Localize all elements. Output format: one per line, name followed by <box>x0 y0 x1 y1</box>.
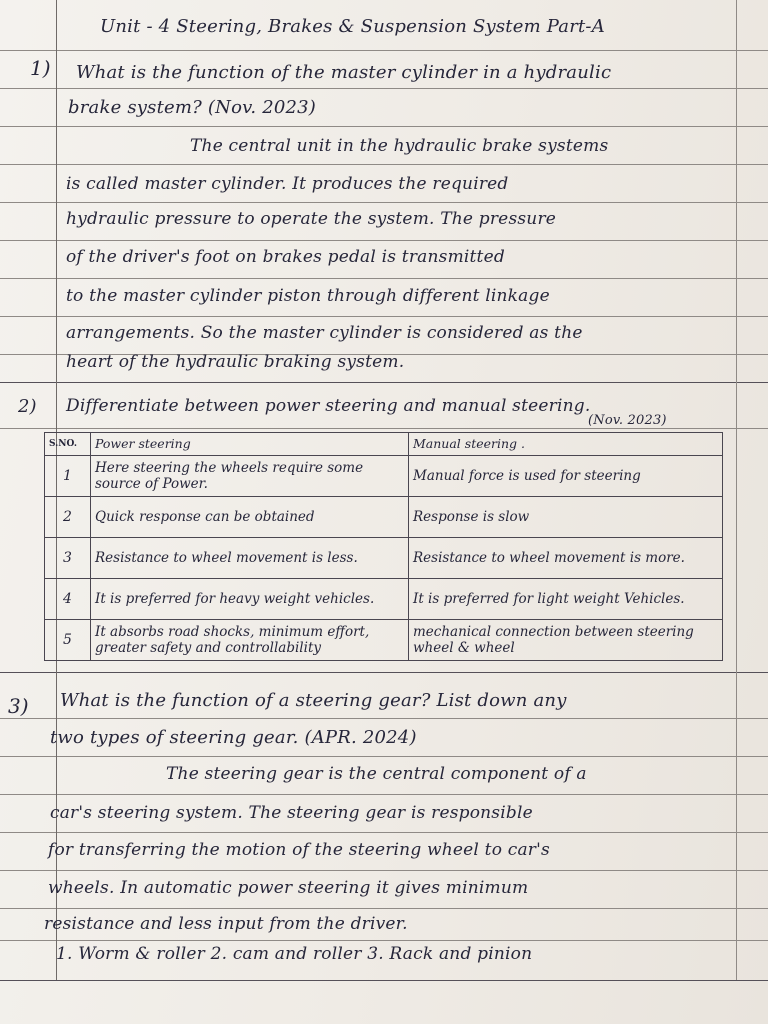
question-2-text: Differentiate between power steering and manual steering. <box>66 396 591 416</box>
ruled-line <box>0 756 768 757</box>
answer-3-line-1: The steering gear is the central component of a <box>166 764 587 784</box>
ruled-line <box>0 50 768 51</box>
comparison-table <box>44 432 723 661</box>
section-divider <box>0 382 768 383</box>
table-row <box>45 538 723 579</box>
row-number: 4 <box>45 579 91 620</box>
answer-1-line-6: arrangements. So the master cylinder is considered as the <box>66 323 583 343</box>
question-1-line-2: brake system? (Nov. 2023) <box>68 97 317 118</box>
answer-3-line-6: 1. Worm & roller 2. cam and roller 3. Rack and pinion <box>56 944 533 964</box>
right-margin-line <box>736 0 737 980</box>
table-row <box>45 497 723 538</box>
ruled-line <box>0 428 768 429</box>
power-steering-cell: It is preferred for heavy weight vehicles. <box>91 579 409 620</box>
ruled-line <box>0 202 768 203</box>
answer-3-line-2: car's steering system. The steering gear is responsible <box>50 803 533 823</box>
table-row <box>45 456 723 497</box>
ruled-line <box>0 832 768 833</box>
ruled-line <box>0 718 768 719</box>
answer-3-line-5: resistance and less input from the driver. <box>44 914 408 934</box>
ruled-line <box>0 278 768 279</box>
answer-1-line-4: of the driver's foot on brakes pedal is transmitted <box>66 247 505 267</box>
answer-1-line-2: is called master cylinder. It produces the required <box>66 174 509 194</box>
section-divider <box>0 672 768 673</box>
answer-1-line-7: heart of the hydraulic braking system. <box>66 352 405 372</box>
ruled-line <box>0 940 768 941</box>
question-number: 1) <box>30 56 51 80</box>
question-1-line-1: What is the function of the master cylinder in a hydraulic <box>76 62 612 83</box>
column-header-manual: Manual steering . <box>409 433 723 456</box>
page-title: Unit - 4 Steering, Brakes & Suspension System Part-A <box>100 16 605 37</box>
ruled-line <box>0 240 768 241</box>
column-header-power: Power steering <box>91 433 409 456</box>
ruled-line <box>0 980 768 981</box>
question-3-line-1: What is the function of a steering gear? List down any <box>60 690 567 711</box>
power-steering-cell: Quick response can be obtained <box>91 497 409 538</box>
manual-steering-cell: It is preferred for light weight Vehicles. <box>409 579 723 620</box>
table-row <box>45 579 723 620</box>
ruled-line <box>0 908 768 909</box>
question-3-line-2: two types of steering gear. (APR. 2024) <box>50 727 417 748</box>
column-header-sno: S.NO. <box>45 433 91 456</box>
answer-1-line-3: hydraulic pressure to operate the system. The pressure <box>66 209 557 229</box>
row-number: 5 <box>45 620 91 661</box>
answer-3-line-3: for transferring the motion of the steering wheel to car's <box>48 840 550 860</box>
ruled-line <box>0 316 768 317</box>
table-row <box>45 620 723 661</box>
table-header-row <box>45 433 723 456</box>
ruled-line <box>0 794 768 795</box>
manual-steering-cell: mechanical connection between steering wheel & wheel <box>409 620 723 661</box>
question-2-date: (Nov. 2023) <box>588 413 667 428</box>
row-number: 2 <box>45 497 91 538</box>
ruled-line <box>0 870 768 871</box>
manual-steering-cell: Response is slow <box>409 497 723 538</box>
question-number: 3) <box>8 694 29 718</box>
power-steering-cell: Here steering the wheels require some source of Power. <box>91 456 409 497</box>
answer-1-line-5: to the master cylinder piston through different linkage <box>66 286 550 306</box>
manual-steering-cell: Manual force is used for steering <box>409 456 723 497</box>
power-steering-cell: It absorbs road shocks, minimum effort, greater safety and controllability <box>91 620 409 661</box>
row-number: 1 <box>45 456 91 497</box>
ruled-line <box>0 164 768 165</box>
ruled-line <box>0 88 768 89</box>
row-number: 3 <box>45 538 91 579</box>
question-number: 2) <box>18 396 37 417</box>
manual-steering-cell: Resistance to wheel movement is more. <box>409 538 723 579</box>
ruled-line <box>0 126 768 127</box>
answer-1-line-1: The central unit in the hydraulic brake systems <box>190 136 609 156</box>
answer-3-line-4: wheels. In automatic power steering it gives minimum <box>48 878 529 898</box>
power-steering-cell: Resistance to wheel movement is less. <box>91 538 409 579</box>
